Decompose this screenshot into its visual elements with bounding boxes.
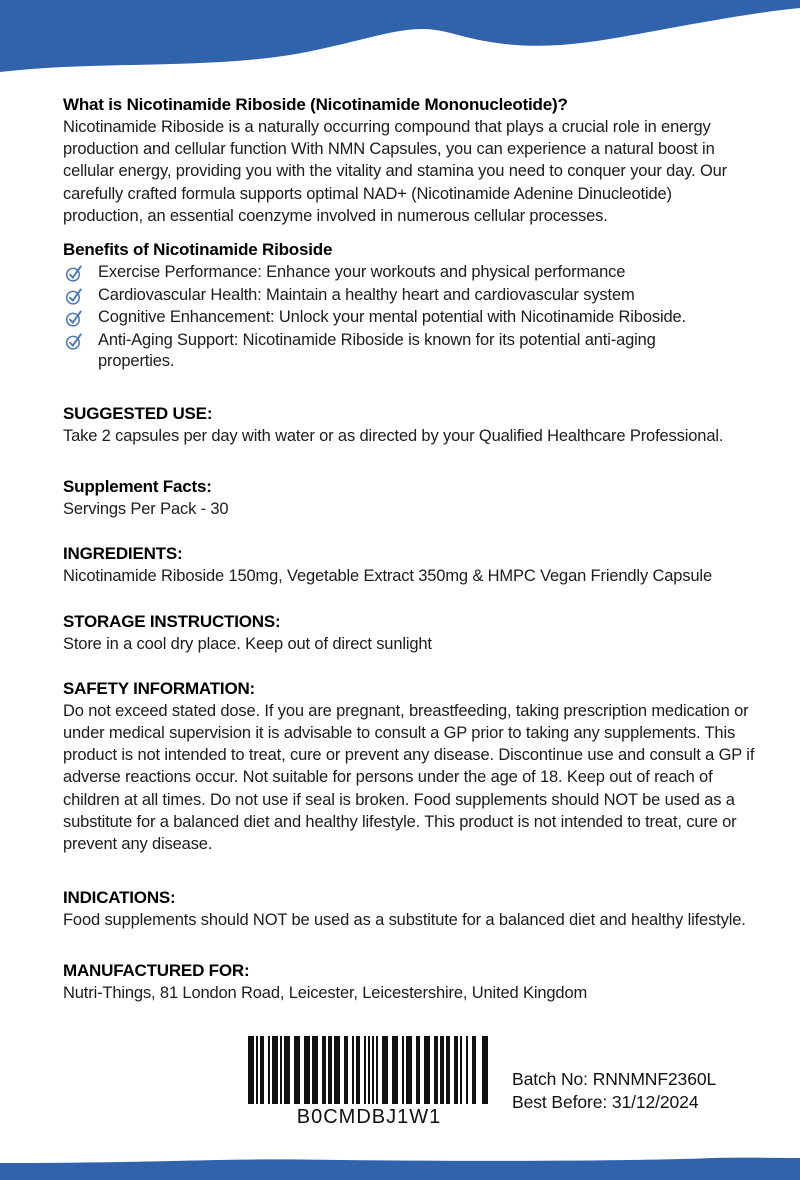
benefit-text: Cognitive Enhancement: Unlock your mental potential with Nicotinamide Riboside.	[98, 308, 686, 327]
manufactured-for-heading: MANUFACTURED FOR:	[63, 961, 250, 981]
what-is-heading: What is Nicotinamide Riboside (Nicotinamide Mononucleotide)?	[63, 95, 568, 114]
section-indications	[63, 887, 756, 931]
section-manufactured-for	[63, 960, 756, 1004]
best-before-date: Best Before: 31/12/2024	[512, 1092, 699, 1112]
benefits-list	[63, 262, 756, 373]
benefit-text: Anti-Aging Support: Nicotinamide Riboside is known for its potential anti-aging properties.	[98, 330, 656, 371]
benefit-text: Exercise Performance: Enhance your workouts and physical performance	[98, 263, 626, 282]
section-supplement-facts	[63, 476, 756, 520]
section-benefits	[63, 239, 756, 373]
batch-info	[512, 1068, 716, 1114]
suggested-use-heading: SUGGESTED USE:	[63, 403, 213, 423]
barcode-number: B0CMDBJ1W1	[296, 1106, 442, 1128]
batch-number: Batch No: RNNMNF2360L	[512, 1069, 717, 1089]
barcode	[248, 1036, 490, 1128]
barcode-bars-icon	[248, 1036, 490, 1104]
section-storage	[63, 611, 756, 655]
indications-body: Food supplements should NOT be used as a substitute for a balanced diet and healthy lifestyle.	[63, 911, 746, 930]
label-content	[0, 94, 800, 1005]
safety-body: Do not exceed stated dose. If you are pregnant, breastfeeding, taking prescription medication or under medical supervision it is advisable to consult a GP prior to taking any supplements. This product is not intended to treat, cure or prevent any disease. Discontinue use and consult a GP if adverse reactions occur. Not suitable for persons under the age of 18. Keep out of reach of children at all times. Do not use if seal is broken. Food supplements should NOT be used as a substitute for a balanced diet and healthy lifestyle. This product is not intended to treat, cure or prevent any disease.	[63, 701, 755, 854]
benefit-item	[63, 285, 756, 307]
manufactured-for-body: Nutri-Things, 81 London Road, Leicester, Leicestershire, United Kingdom	[63, 984, 588, 1003]
storage-heading: STORAGE INSTRUCTIONS:	[63, 611, 281, 631]
supplement-facts-heading: Supplement Facts:	[63, 477, 212, 497]
circle-check-icon	[65, 287, 84, 306]
circle-check-icon	[65, 332, 84, 351]
bottom-wave-decoration	[0, 1152, 800, 1180]
benefit-item	[63, 330, 756, 373]
circle-check-icon	[65, 264, 84, 283]
codes-row	[0, 1036, 800, 1128]
storage-body: Store in a cool dry place. Keep out of direct sunlight	[63, 634, 432, 653]
section-suggested-use	[63, 403, 756, 447]
circle-check-icon	[65, 309, 84, 328]
benefit-text: Cardiovascular Health: Maintain a healthy heart and cardiovascular system	[98, 285, 635, 304]
top-wave-decoration	[0, 0, 800, 92]
indications-heading: INDICATIONS:	[63, 888, 176, 908]
section-what-is	[63, 94, 756, 227]
suggested-use-body: Take 2 capsules per day with water or as directed by your Qualified Healthcare Professional.	[63, 426, 724, 445]
servings-per-pack: Servings Per Pack - 30	[63, 500, 229, 519]
benefits-heading: Benefits of Nicotinamide Riboside	[63, 240, 333, 260]
section-ingredients	[63, 543, 756, 587]
ingredients-heading: INGREDIENTS:	[63, 544, 183, 564]
benefit-item	[63, 307, 756, 329]
section-safety	[63, 678, 756, 855]
what-is-body: Nicotinamide Riboside is a naturally occurring compound that plays a crucial role in energy production and cellular function With NMN Capsules, you can experience a natural boost in cellular energy, providing you with the vitality and stamina you need to conquer your day. Our carefully crafted formula supports optimal NAD+ (Nicotinamide Adenine Dinucleotide) production, an essential coenzyme involved in numerous cellular processes.	[63, 118, 727, 225]
ingredients-body: Nicotinamide Riboside 150mg, Vegetable Extract 350mg & HMPC Vegan Friendly Capsule	[63, 567, 712, 586]
benefit-item	[63, 262, 756, 284]
safety-heading: SAFETY INFORMATION:	[63, 678, 256, 698]
